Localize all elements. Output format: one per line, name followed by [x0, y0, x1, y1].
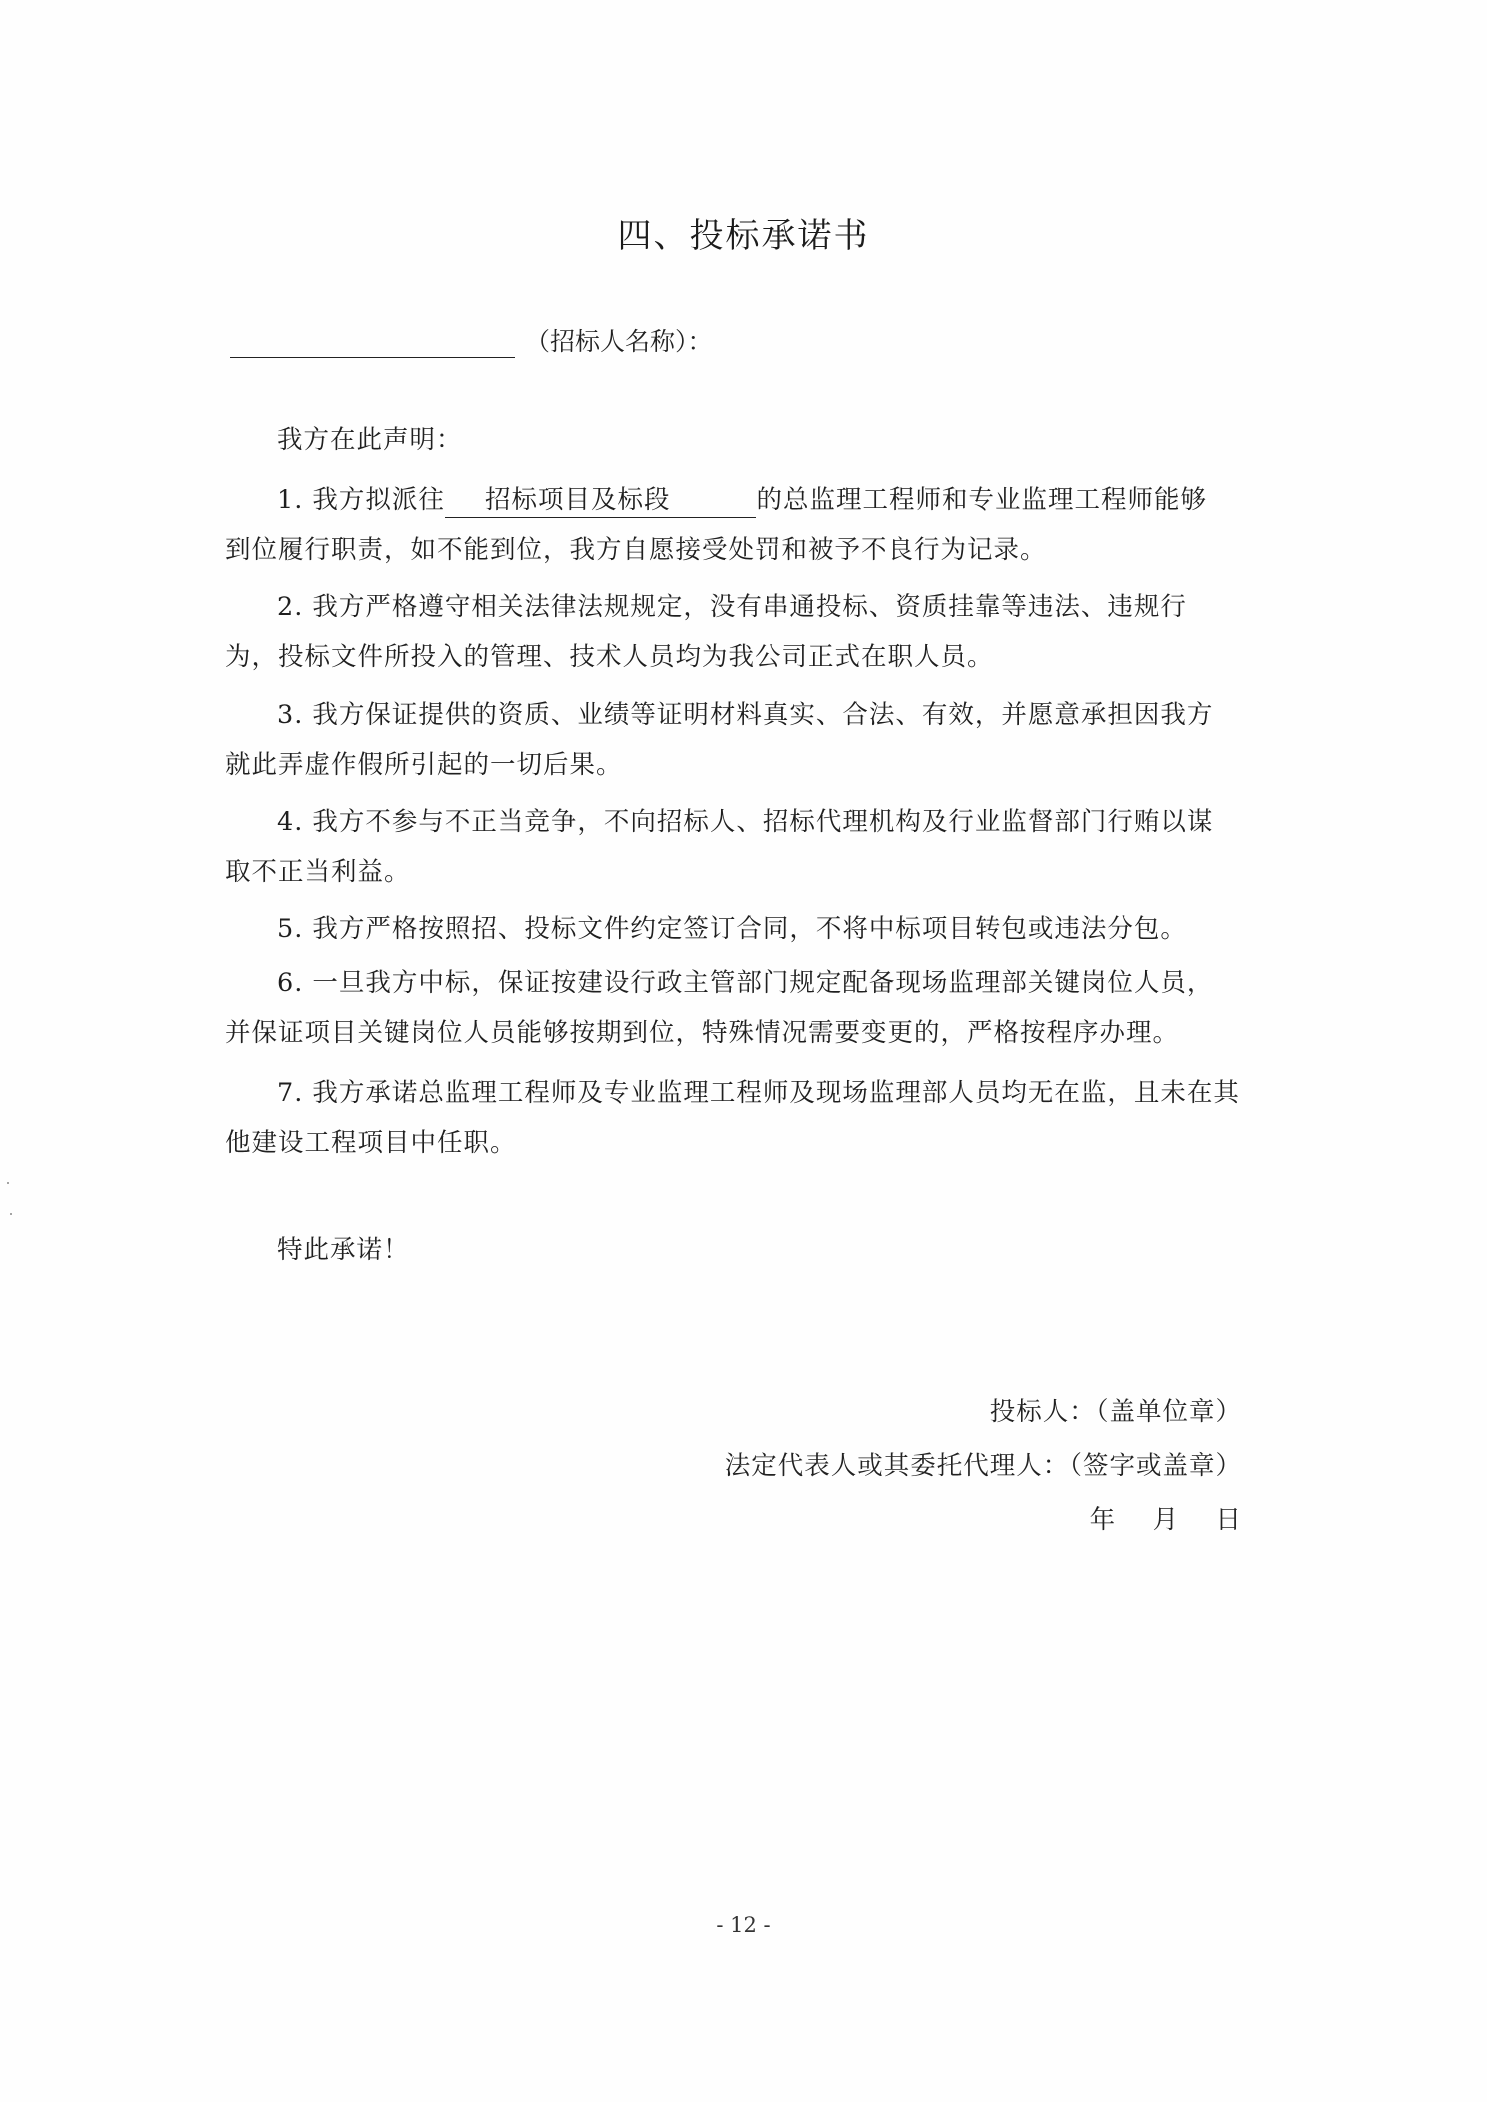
scan-speck	[10, 1213, 12, 1215]
signature-bidder: 投标人：（盖单位章）	[989, 1397, 1242, 1427]
intro-paragraph	[225, 415, 1250, 465]
document-title: 四、投标承诺书	[617, 216, 870, 256]
item-1-line-1	[225, 475, 1250, 525]
closing-paragraph	[225, 1225, 1250, 1275]
page-number: - 12 -	[716, 1913, 771, 1937]
item-6-line-2: 并保证项目关键岗位人员能够按期到位，特殊情况需要变更的，严格按程序办理。	[225, 1018, 1180, 1048]
addressee-blank	[230, 327, 515, 358]
commitment-item-1	[225, 475, 1250, 575]
addressee-line	[230, 322, 713, 358]
commitment-item-2	[225, 582, 1250, 682]
item-1-suffix: 的总监理工程师和专业监理工程师能够	[756, 485, 1207, 515]
signature-date: 年 月 日	[1089, 1505, 1242, 1535]
item-3-line-1: 3. 我方保证提供的资质、业绩等证明材料真实、合法、有效，并愿意承担因我方	[277, 700, 1214, 730]
item-1-prefix: 1. 我方拟派往	[277, 485, 445, 515]
item-7-line-2: 他建设工程项目中任职。	[225, 1128, 517, 1158]
item-7-line-1: 7. 我方承诺总监理工程师及专业监理工程师及现场监理部人员均无在监，且未在其	[277, 1078, 1240, 1108]
commitment-item-7	[225, 1068, 1250, 1168]
addressee-suffix: （招标人名称）：	[525, 327, 713, 356]
commitment-item-3	[225, 690, 1250, 790]
item-3-line-2: 就此弄虚作假所引起的一切后果。	[225, 750, 623, 780]
item-4-line-1: 4. 我方不参与不正当竞争，不向招标人、招标代理机构及行业监督部门行贿以谋	[277, 807, 1214, 837]
item-2-line-2: 为，投标文件所投入的管理、技术人员均为我公司正式在职人员。	[225, 642, 994, 672]
item-6-line-1: 6. 一旦我方中标，保证按建设行政主管部门规定配备现场监理部关键岗位人员，	[277, 968, 1214, 998]
closing-text: 特此承诺！	[277, 1235, 410, 1265]
signature-representative: 法定代表人或其委托代理人：（签字或盖章）	[724, 1451, 1242, 1481]
item-5-line-1: 5. 我方严格按照招、投标文件约定签订合同，不将中标项目转包或违法分包。	[277, 914, 1187, 944]
item-1-filled-project: 招标项目及标段	[445, 483, 757, 518]
commitment-item-4	[225, 797, 1250, 897]
commitment-item-6	[225, 958, 1250, 1058]
intro-text: 我方在此声明：	[277, 425, 463, 455]
scan-speck	[7, 1182, 9, 1184]
item-2-line-1: 2. 我方严格遵守相关法律法规规定，没有串通投标、资质挂靠等违法、违规行	[277, 592, 1187, 622]
item-1-line-2: 到位履行职责，如不能到位，我方自愿接受处罚和被予不良行为记录。	[225, 535, 1047, 565]
item-4-line-2: 取不正当利益。	[225, 857, 411, 887]
commitment-item-5	[225, 904, 1250, 954]
